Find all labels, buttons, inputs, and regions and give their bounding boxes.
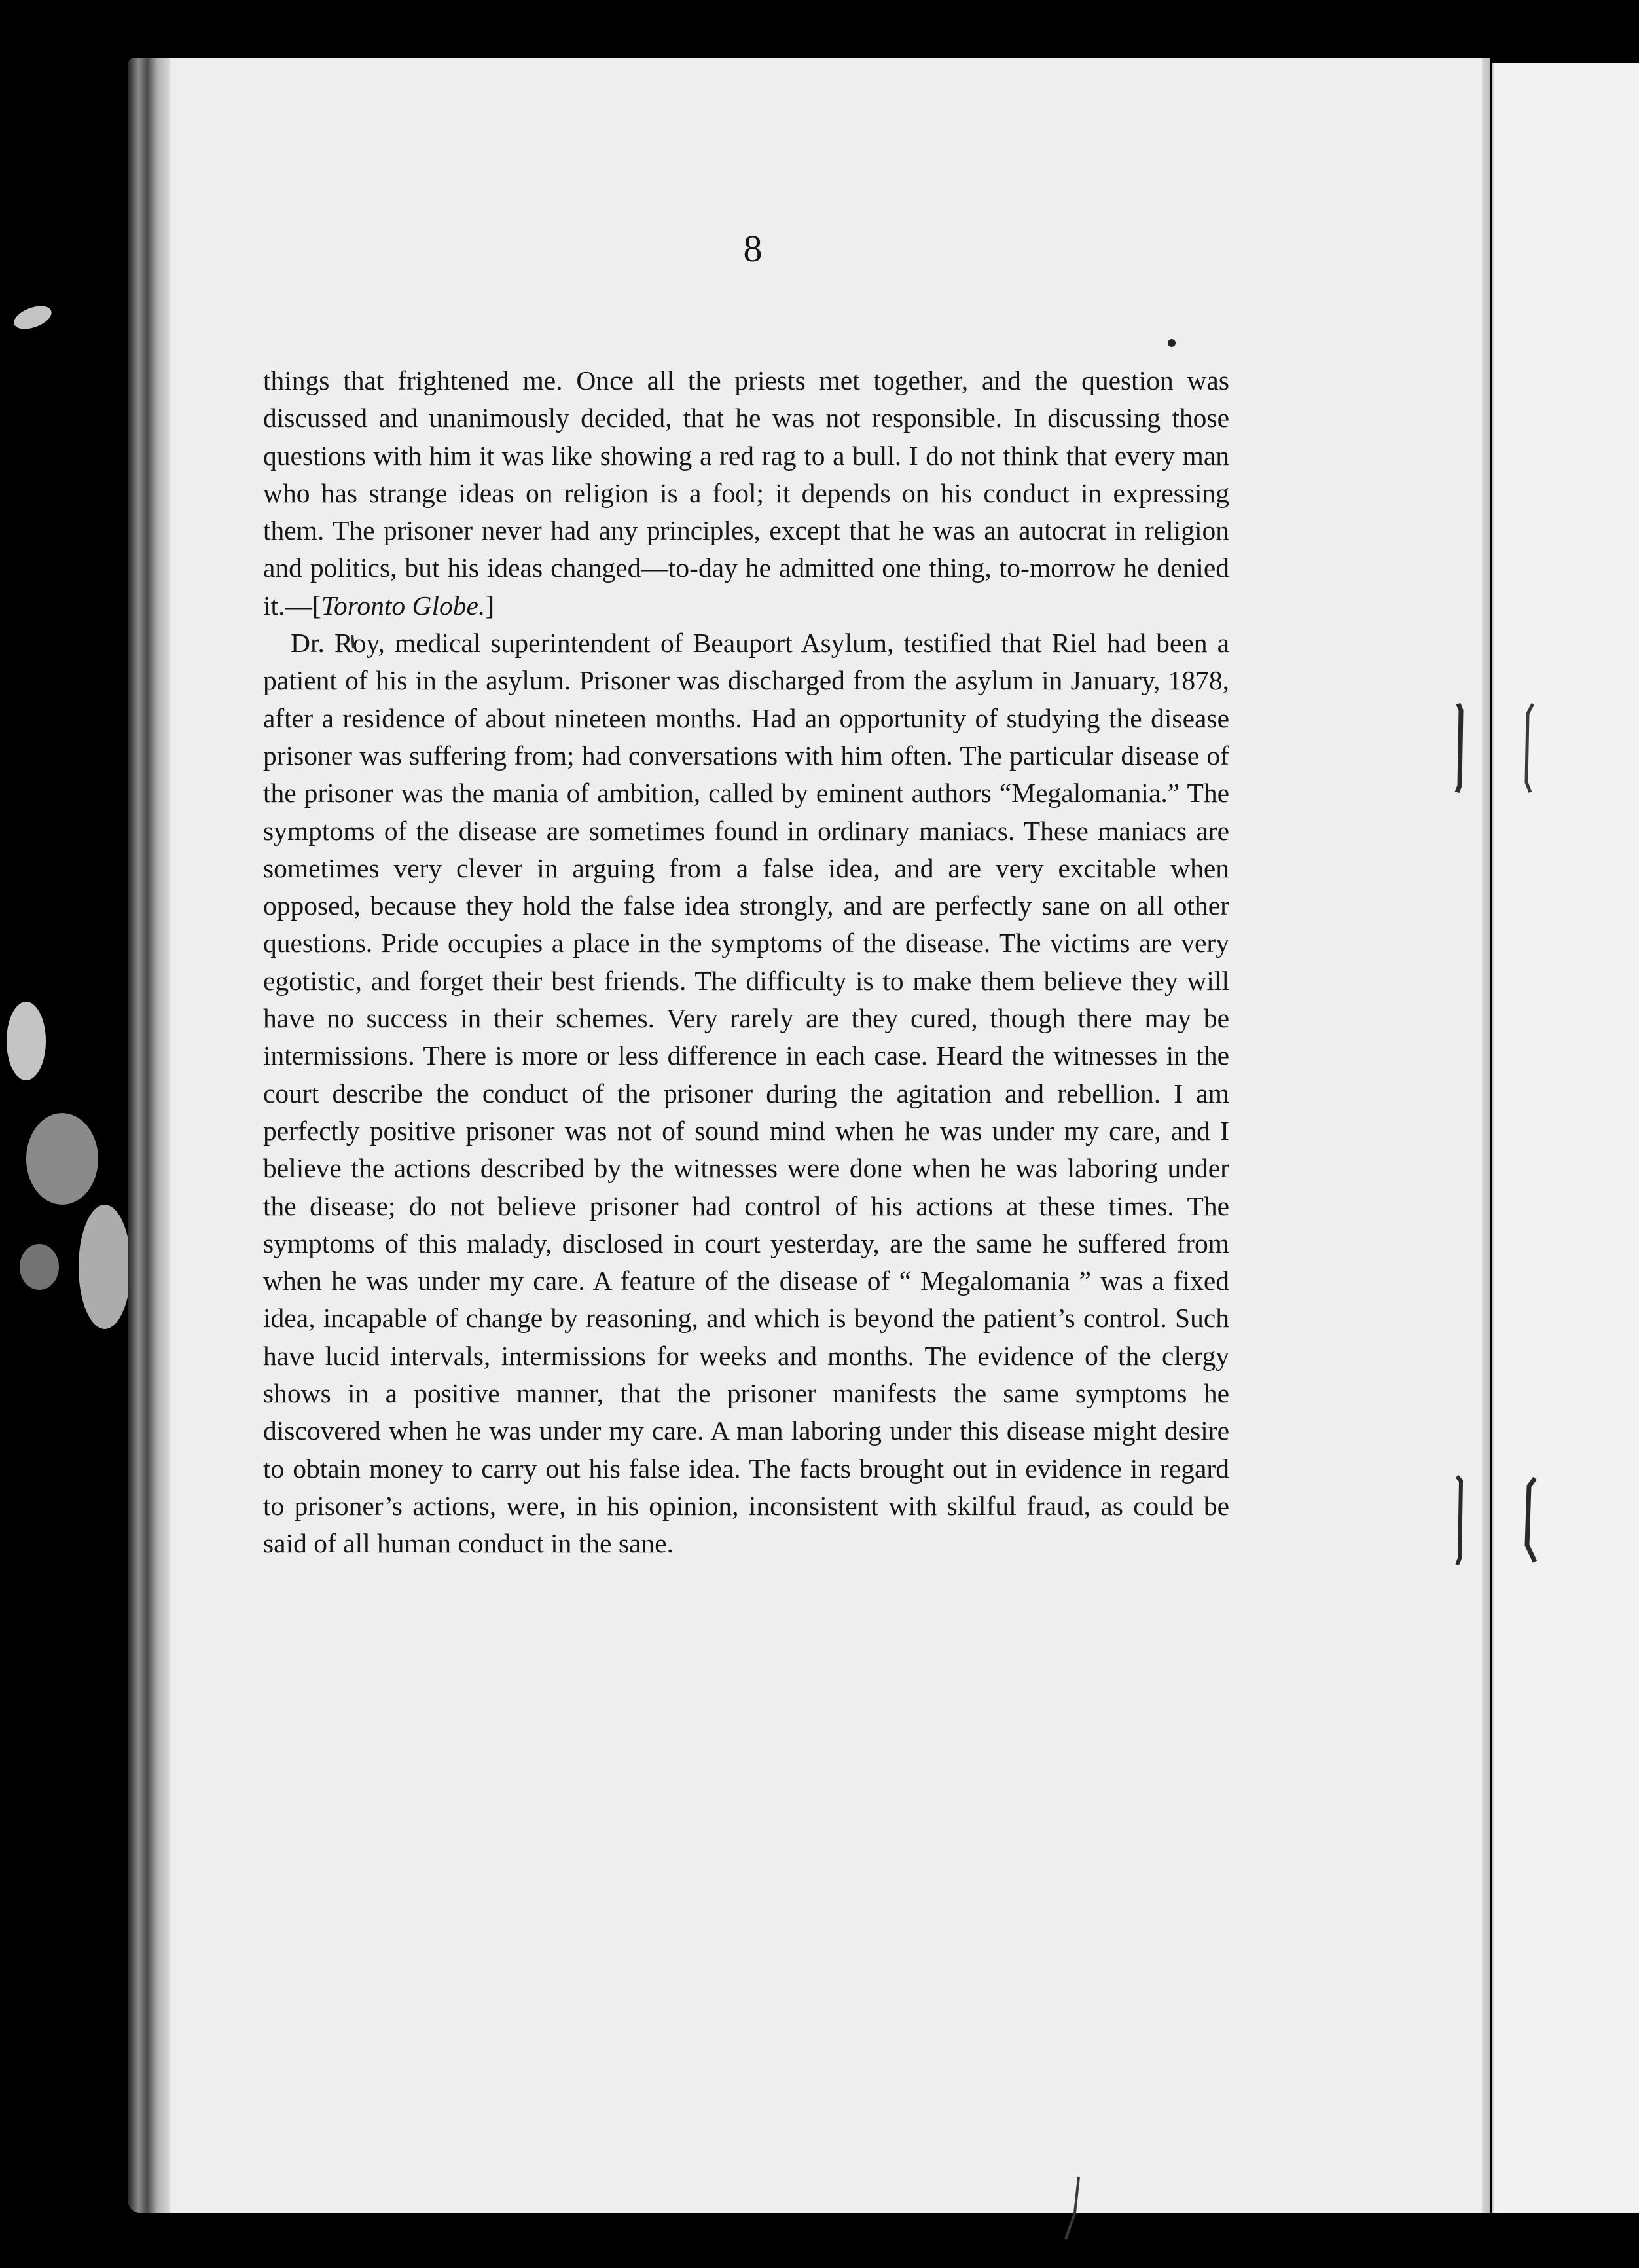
margin-mark-bracket-2 <box>1526 704 1533 792</box>
margin-mark-tick <box>352 635 353 648</box>
margin-mark-bottom-stroke <box>1066 2177 1079 2239</box>
paragraph-2: Dr. Roy, medical superintendent of Beauport Asylum, testified that Riel had been a patient of his in the asylum. Prisoner was discharged from the asylum in January, 1878, after a residence of about nineteen months. Had an opportunity of studying the disease prisoner was suffering from; had conversations with him often. The particular disease of the prisoner was the mania of ambition, called by eminent authors “Megalomania.” The symptoms of the disease are sometimes found in ordinary maniacs. These maniacs are sometimes very clever in arguing from a false idea, and are very excitable when opposed, because they hold the false idea strongly, and are perfectly sane on all other questions. Pride occupies a place in the symptoms of the disease. The victims are very egotistic, and forget their best friends. The difficulty is to make them believe they will have no success in their schemes. Very rarely are they cured, though there may be intermissions. There is more or less difference in each case. Heard the witnesses in the court describe the conduct of the prisoner during the agitation and rebellion. I am perfectly positive prisoner was not of sound mind when he was under my care, and I believe the actions described by the witnesses were done when he was laboring under the disease; do not believe prisoner had control of his actions at these times. The symptoms of this malady, disclosed in court yesterday, are the same he suffered from when he was under my care. A feature of the disease of “ Megalomania ” was a fixed idea, incapable of change by reasoning, and which is beyond the patient’s control. Such have lucid intervals, intermissions for weeks and months. The evidence of the clergy shows in a positive manner, that the prisoner manifests the same symptoms he discovered when he was under my care. A man laboring under this disease might desire to obtain money to carry out his false idea. The facts brought out in evidence in regard to prisoner’s actions, were, in his opinion, inconsistent with skilful fraud, as could be said of all human conduct in the sane. <box>263 628 1229 1559</box>
margin-mark-dot <box>1168 339 1176 347</box>
margin-mark-bracket-1 <box>1457 704 1461 792</box>
source-citation: Toronto Globe. <box>321 590 486 621</box>
margin-mark-bracket-3 <box>1457 1476 1461 1565</box>
paragraph-1-text: things that frightened me. Once all the priests met together, and the question was discussed and unanimously decided, that he was not responsible. In discussing those questions with him it was like showing a red rag to a bull. I do not think that every man who has strange ideas on religion is a fool; it depends on his conduct in expressing them. The prisoner never had any principles, except that he was an autocrat in religion and politics, but his ideas changed—to-day he admitted one thing, to-morrow he denied it.—[ <box>263 365 1229 621</box>
paragraph-1-close: ] <box>485 590 495 621</box>
margin-mark-bracket-4 <box>1527 1478 1535 1562</box>
page-number: 8 <box>743 227 763 270</box>
